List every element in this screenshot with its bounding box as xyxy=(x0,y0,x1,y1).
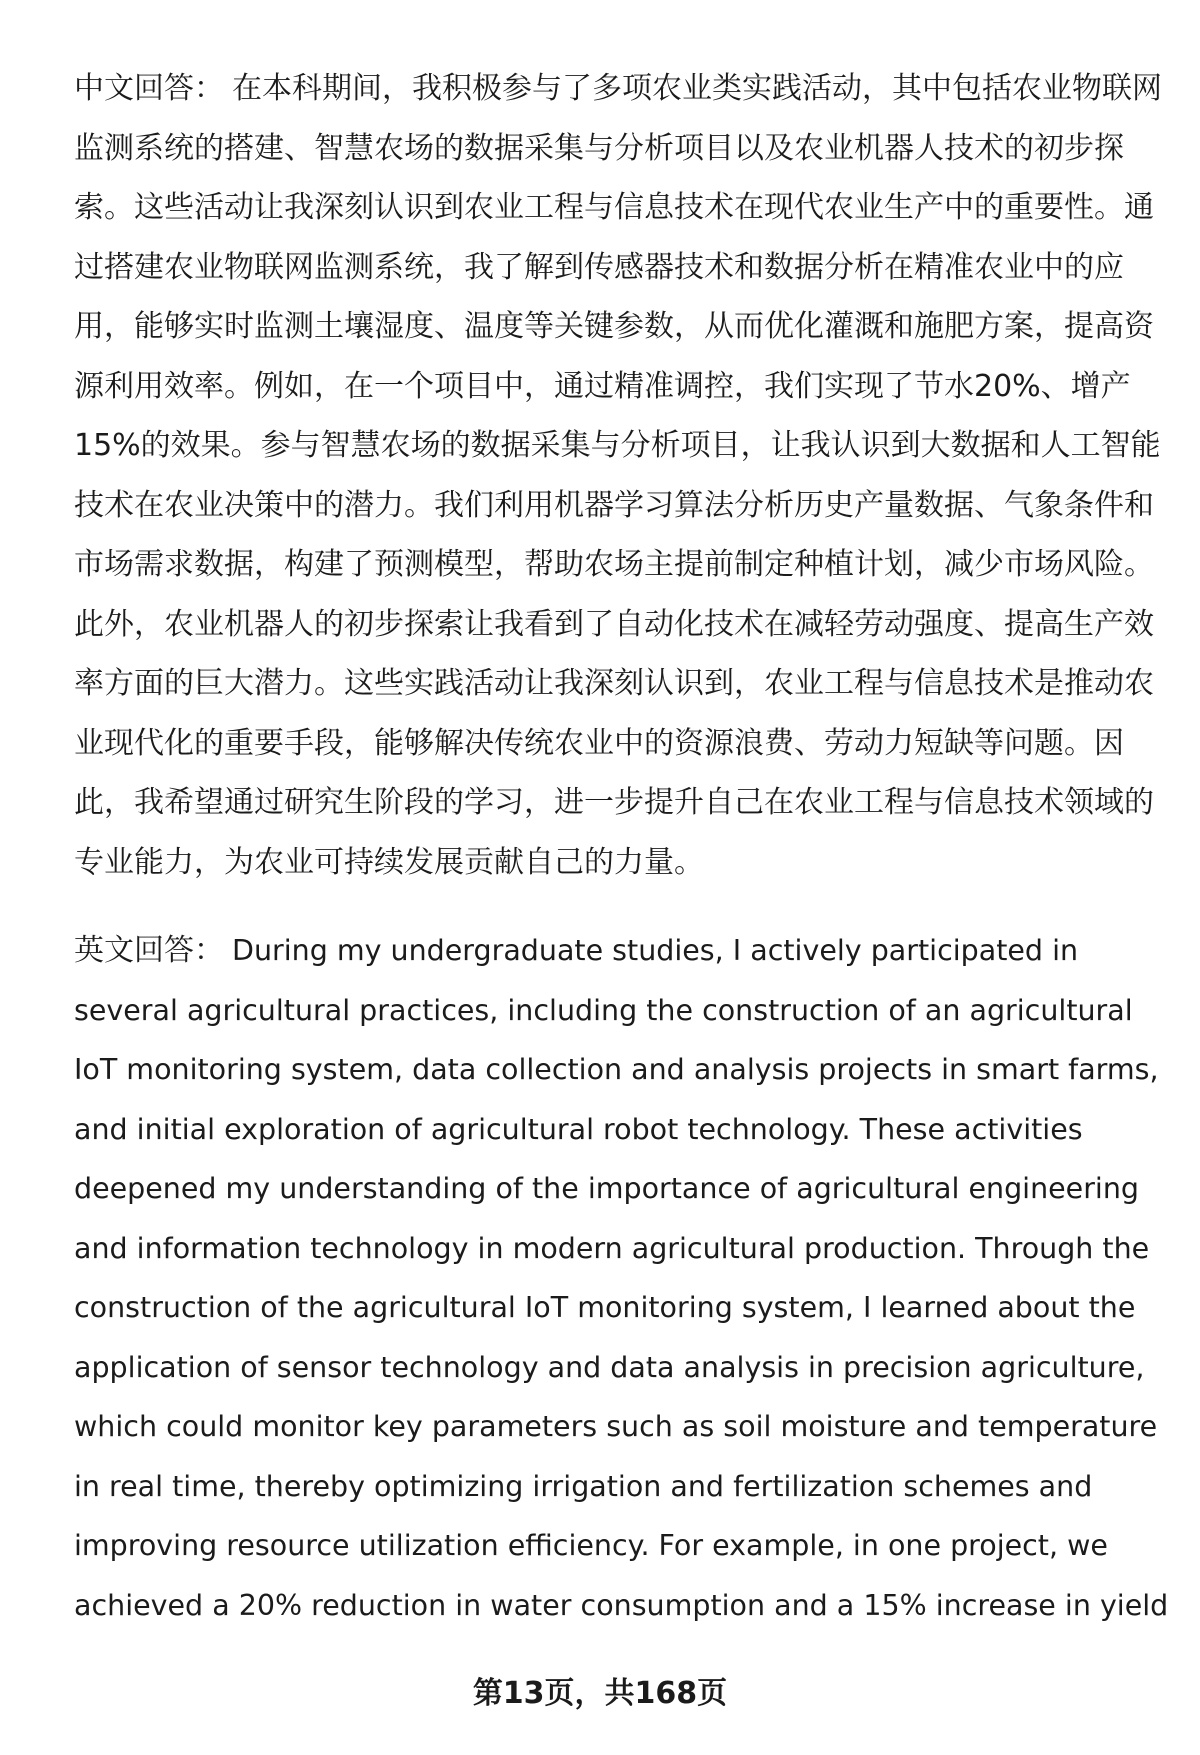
chinese-answer-line: 业现代化的重要手段，能够解决传统农业中的资源浪费、劳动力短缺等问题。因 xyxy=(74,725,1124,761)
english-answer-line xyxy=(74,921,1186,981)
english-answer-line: construction of the agricultural IoT monitoring system, I learned about the xyxy=(74,1291,1136,1324)
chinese-answer-line: 专业能力，为农业可持续发展贡献自己的力量。 xyxy=(74,844,704,880)
english-answer-line: deepened my understanding of the importance of agricultural engineering xyxy=(74,1172,1140,1205)
english-answer-line: which could monitor key parameters such as soil moisture and temperature xyxy=(74,1410,1158,1443)
page-number: 第13页，共168页 xyxy=(472,1676,728,1711)
english-answer-line: in real time, thereby optimizing irrigation and fertilization schemes and xyxy=(74,1469,1093,1503)
chinese-answer-line: 技术在农业决策中的潜力。我们利用机器学习算法分析历史产量数据、气象条件和 xyxy=(74,487,1154,523)
english-answer-text: During my undergraduate studies, I actively participated in xyxy=(232,934,1079,967)
english-answer-line: and information technology in modern agricultural production. Through the xyxy=(74,1231,1150,1265)
english-answer-line: several agricultural practices, including the construction of an agricultural xyxy=(74,993,1133,1027)
chinese-answer-line: 索。这些活动让我深刻认识到农业工程与信息技术在现代农业生产中的重要性。通 xyxy=(74,190,1154,225)
chinese-answer-line: 此外，农业机器人的初步探索让我看到了自动化技术在减轻劳动强度、提高生产效 xyxy=(74,606,1154,642)
chinese-answer-line: 监测系统的搭建、智慧农场的数据采集与分析项目以及农业机器人技术的初步探 xyxy=(74,130,1124,166)
chinese-answer-line: 过搭建农业物联网监测系统，我了解到传感器技术和数据分析在精准农业中的应 xyxy=(74,249,1124,285)
chinese-answer-paragraph xyxy=(74,59,1186,892)
english-answer-line: and initial exploration of agricultural robot technology. These activities xyxy=(74,1112,1083,1146)
chinese-answer-line: 用，能够实时监测土壤湿度、温度等关键参数，从而优化灌溉和施肥方案，提高资 xyxy=(74,309,1154,344)
english-answer-line: achieved a 20% reduction in water consumption and a 15% increase in yield xyxy=(74,1588,1169,1622)
chinese-answer-text: 在本科期间，我积极参与了多项农业类实践活动，其中包括农业物联网 xyxy=(232,71,1162,106)
english-answer-line: IoT monitoring system, data collection and analysis projects in smart farms, xyxy=(74,1053,1159,1086)
chinese-answer-line: 市场需求数据，构建了预测模型，帮助农场主提前制定种植计划，减少市场风险。 xyxy=(74,547,1154,582)
document-body xyxy=(74,59,1186,1635)
english-answer-paragraph xyxy=(74,921,1186,1635)
chinese-answer-line: 15%的效果。参与智慧农场的数据采集与分析项目，让我认识到大数据和人工智能 xyxy=(74,428,1161,463)
english-answer-line: improving resource utilization efficiency. For example, in one project, we xyxy=(74,1529,1108,1562)
chinese-answer-line: 源利用效率。例如，在一个项目中，通过精准调控，我们实现了节水20%、增产 xyxy=(74,368,1131,404)
english-answer-label: 英文回答： xyxy=(74,933,224,968)
chinese-answer-line xyxy=(74,59,1186,119)
chinese-answer-label: 中文回答： xyxy=(74,71,224,106)
chinese-answer-line: 此，我希望通过研究生阶段的学习，进一步提升自己在农业工程与信息技术领域的 xyxy=(74,785,1154,820)
chinese-answer-line: 率方面的巨大潜力。这些实践活动让我深刻认识到，农业工程与信息技术是推动农 xyxy=(74,666,1154,701)
english-answer-line: application of sensor technology and data analysis in precision agriculture, xyxy=(74,1350,1145,1384)
